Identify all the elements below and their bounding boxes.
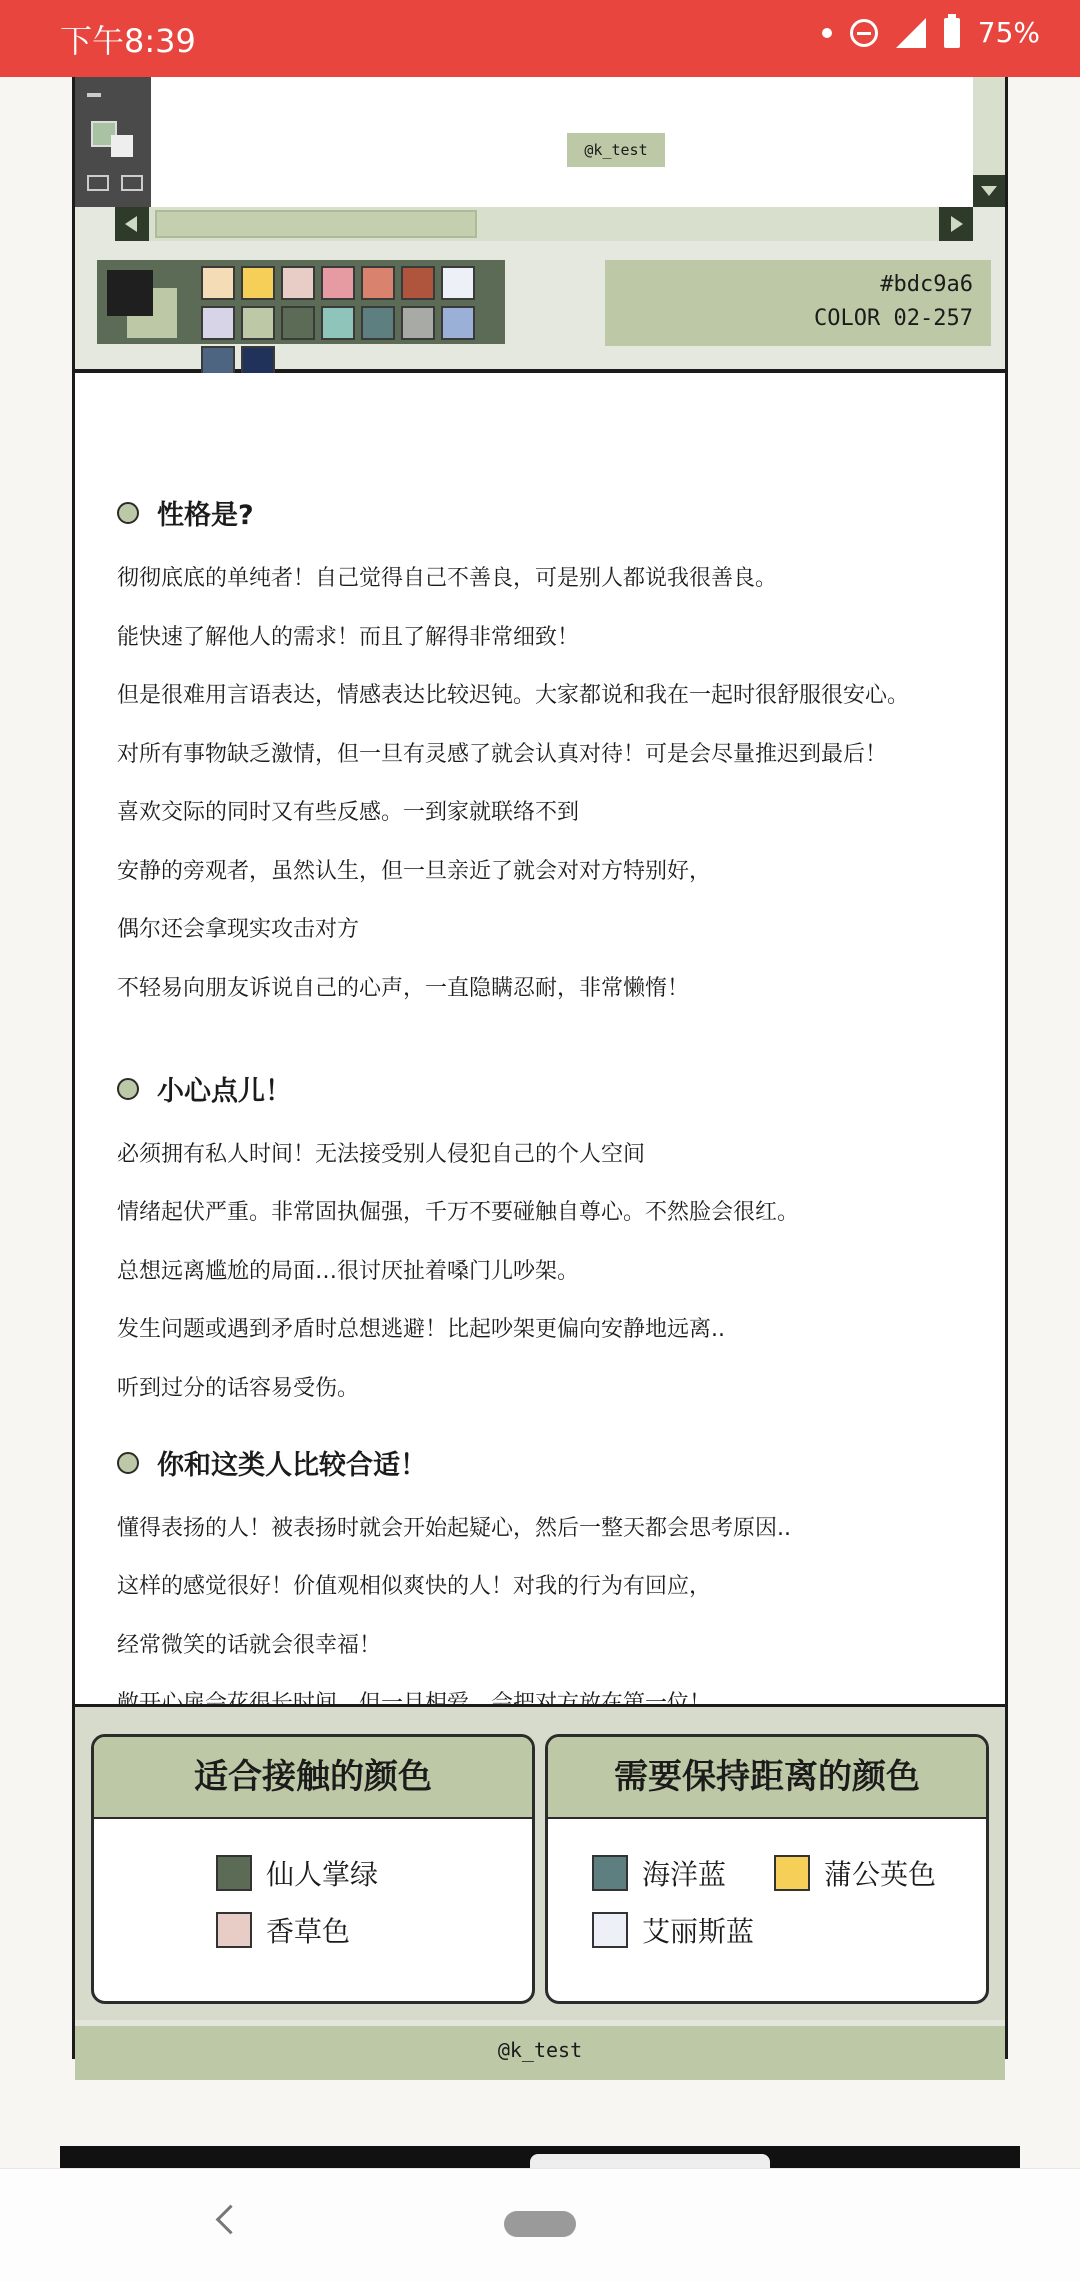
- text-line: 发生问题或遇到矛盾时总想逃避！比起吵架更偏向安静地远离..: [117, 1317, 725, 1342]
- battery-percent: 75%: [977, 16, 1040, 49]
- compatible-colors-box: [91, 1734, 535, 2004]
- navigation-bar: [0, 2168, 1080, 2281]
- text-line: 但是很难用言语表达，情感表达比较迟钝。大家都说和我在一起时很舒服很安心。: [117, 683, 910, 708]
- foreground-color-swatch[interactable]: [107, 270, 153, 316]
- signal-icon: [896, 18, 926, 48]
- palette-color-swatch[interactable]: [321, 266, 355, 300]
- personality-content: [75, 373, 1005, 1694]
- section-title: 小心点儿！: [117, 1069, 292, 1108]
- color-swatch: [216, 1912, 252, 1948]
- palette-color-swatch[interactable]: [201, 266, 235, 300]
- text-line: 能快速了解他人的需求！而且了解得非常细致！: [117, 625, 580, 650]
- toolbox: [75, 77, 151, 207]
- palette-color-swatch[interactable]: [441, 306, 475, 340]
- paint-app: [75, 77, 1005, 373]
- bullet-icon: [117, 1078, 139, 1100]
- text-line: 总想远离尴尬的局面…很讨厌扯着嗓门儿吵架。: [117, 1259, 580, 1284]
- palette-color-swatch[interactable]: [281, 266, 315, 300]
- text-line: 彻彻底底的单纯者！自己觉得自己不善良，可是别人都说我很善良。: [117, 566, 778, 591]
- color-swatch: [774, 1855, 810, 1891]
- section-title: 性格是?: [117, 493, 254, 532]
- text-line: 情绪起伏严重。非常固执倔强，千万不要碰触自尊心。不然脸会很红。: [117, 1200, 800, 1225]
- palette-color-swatch[interactable]: [361, 266, 395, 300]
- status-icons: [822, 16, 1040, 49]
- bullet-icon: [117, 1452, 139, 1474]
- personality-card: [72, 77, 1008, 2062]
- color-hex: #bdc9a6: [880, 272, 973, 297]
- colors-panel: [75, 1704, 1005, 2027]
- scroll-left-arrow-icon[interactable]: [115, 207, 149, 241]
- color-swatch: [592, 1912, 628, 1948]
- palette-color-swatch[interactable]: [441, 266, 475, 300]
- text-line: 安静的旁观者，虽然认生，但一旦亲近了就会对对方特别好，: [117, 859, 712, 884]
- palette-swatches: [201, 266, 475, 380]
- palette-color-swatch[interactable]: [241, 306, 275, 340]
- color-item: 香草色: [216, 1910, 350, 1950]
- palette-color-swatch[interactable]: [401, 306, 435, 340]
- drawing-canvas[interactable]: [151, 77, 973, 207]
- do-not-disturb-icon: [850, 19, 878, 47]
- color-item: 海洋蓝: [592, 1853, 726, 1893]
- text-line: 喜欢交际的同时又有些反感。一到家就联络不到: [117, 800, 580, 825]
- color-item: 蒲公英色: [774, 1853, 936, 1893]
- text-line: 经常微笑的话就会很幸福！: [117, 1633, 382, 1658]
- palette-color-swatch[interactable]: [281, 306, 315, 340]
- color-swatch: [216, 1855, 252, 1891]
- spray-tool-icon[interactable]: [87, 93, 101, 97]
- status-time: 下午8:39: [60, 22, 196, 60]
- home-pill-icon[interactable]: [504, 2211, 576, 2237]
- palette-color-swatch[interactable]: [361, 306, 395, 340]
- status-bar: [0, 0, 1080, 77]
- next-image-preview: [60, 2146, 1020, 2170]
- palette-color-swatch[interactable]: [321, 306, 355, 340]
- distance-colors-box: [545, 1734, 989, 2004]
- bullet-icon: [117, 502, 139, 524]
- text-line: 听到过分的话容易受伤。: [117, 1376, 360, 1401]
- back-icon[interactable]: [216, 2205, 246, 2235]
- eraser-tool-icon[interactable]: [111, 135, 133, 157]
- color-number: COLOR 02-257: [814, 306, 973, 331]
- scroll-thumb[interactable]: [155, 210, 477, 238]
- scroll-down-arrow-icon[interactable]: [973, 175, 1005, 207]
- color-swatch: [592, 1855, 628, 1891]
- text-line: 这样的感觉很好！价值观相似爽快的人！对我的行为有回应，: [117, 1574, 712, 1599]
- color-item: 仙人掌绿: [216, 1853, 378, 1893]
- scroll-right-arrow-icon[interactable]: [939, 207, 973, 241]
- color-info-panel: [605, 260, 991, 346]
- section-title: 你和这类人比较合适！: [117, 1443, 427, 1482]
- color-item: 艾丽斯蓝: [592, 1910, 754, 1950]
- palette-color-swatch[interactable]: [201, 306, 235, 340]
- footer-watermark: @k_test: [75, 2020, 1005, 2080]
- palette-color-swatch[interactable]: [401, 266, 435, 300]
- canvas-watermark: @k_test: [567, 133, 665, 167]
- text-line: 对所有事物缺乏激情，但一旦有灵感了就会认真对待！可是会尽量推迟到最后！: [117, 742, 888, 767]
- battery-icon: [944, 18, 960, 48]
- text-line: 必须拥有私人时间！无法接受别人侵犯自己的个人空间: [117, 1142, 646, 1167]
- text-line: 偶尔还会拿现实攻击对方: [117, 917, 360, 942]
- palette-color-swatch[interactable]: [241, 266, 275, 300]
- text-line: 不轻易向朋友诉说自己的心声，一直隐瞒忍耐，非常懒惰！: [117, 976, 690, 1001]
- select-tool-icon[interactable]: [87, 175, 109, 191]
- compatible-colors-title: 适合接触的颜色: [94, 1737, 532, 1819]
- rectangle-tool-icon[interactable]: [121, 175, 143, 191]
- notification-dot-icon: [822, 28, 832, 38]
- distance-colors-title: 需要保持距离的颜色: [548, 1737, 986, 1819]
- text-line: 懂得表扬的人！被表扬时就会开始起疑心，然后一整天都会思考原因..: [117, 1516, 791, 1541]
